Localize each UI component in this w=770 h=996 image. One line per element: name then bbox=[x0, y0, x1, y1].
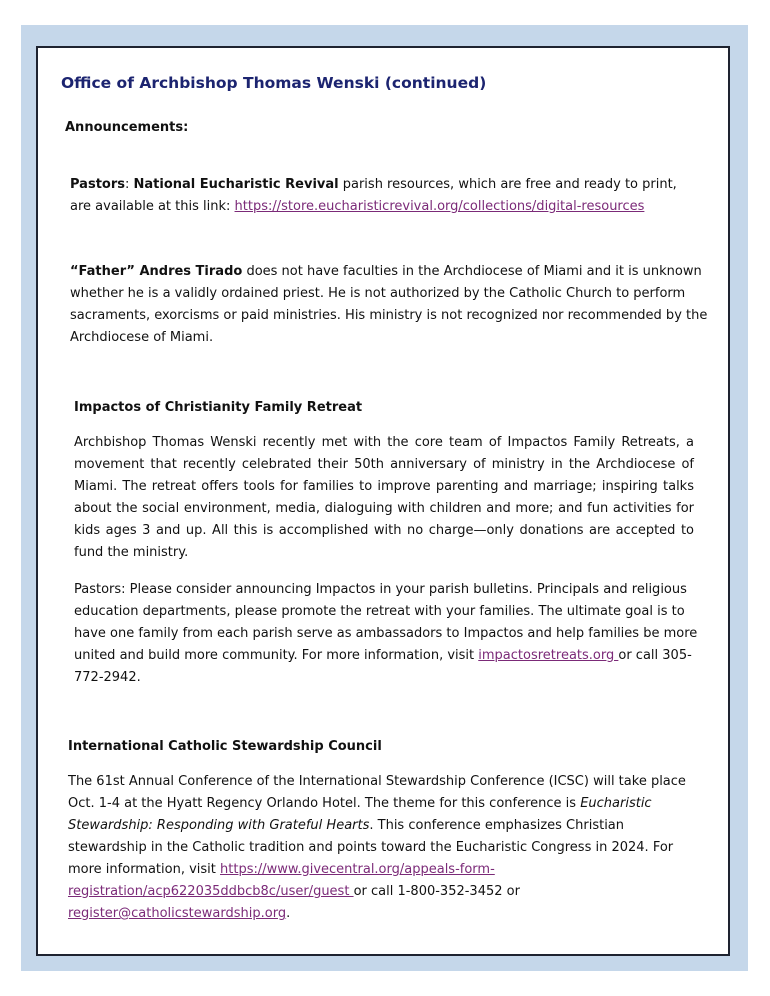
impactos-text-2: Pastors: Please consider announcing Impactos in your parish bulletins. Principals and religious education departments, please promote the retreat with your families. The ultimate goal is to have one family from each parish serve as ambassadors to Impactos and help families be more united and build more community. For more information, visit bbox=[74, 582, 698, 663]
icsc-text-3: or call 1-800-352-3452 or bbox=[353, 884, 520, 899]
icsc-text-1: The 61st Annual Conference of the International Stewardship Conference (ICSC) will take place Oct. 1-4 at the Hyatt Regency Orlando Hotel. The theme for this conference is bbox=[68, 774, 686, 811]
eucharistic-colon: : bbox=[124, 177, 134, 192]
impactos-link[interactable]: impactosretreats.org bbox=[478, 648, 619, 663]
icsc-theme: Eucharistic Stewardship: Responding with Grateful Hearts bbox=[68, 796, 652, 833]
impactos-paragraph-2 bbox=[74, 579, 699, 689]
eucharistic-revival-name: National Eucharistic Revival bbox=[133, 177, 339, 192]
eucharistic-text: parish resources, which are free and ready to print, are available at this link: bbox=[70, 177, 677, 214]
icsc-end: . bbox=[286, 906, 291, 921]
tirado-text: does not have faculties in the Archdiocese of Miami and it is unknown whether he is a validly ordained priest. He is not authorized by the Catholic Church to perform sacraments, exorcisms or paid ministries. His ministry is not recognized nor recommended by the Archdiocese of Miami. bbox=[70, 264, 708, 345]
icsc-heading: International Catholic Stewardship Council bbox=[68, 739, 382, 754]
icsc-email-link[interactable]: register@catholicstewardship.org bbox=[68, 906, 287, 921]
impactos-phone: or call 305-772-2942. bbox=[74, 648, 692, 685]
tirado-announcement bbox=[70, 261, 710, 349]
icsc-registration-link[interactable]: https://www.givecentral.org/appeals-form-registration/acp622035ddbcb8c/user/guest bbox=[68, 862, 495, 899]
page-content bbox=[36, 46, 730, 956]
office-title: Office of Archbishop Thomas Wenski (continued) bbox=[61, 74, 487, 92]
impactos-paragraph-1 bbox=[74, 432, 694, 564]
icsc-paragraph bbox=[68, 771, 700, 925]
eucharistic-revival-announcement bbox=[70, 174, 695, 218]
eucharistic-resources-link[interactable]: https://store.eucharisticrevival.org/collections/digital-resources bbox=[234, 199, 645, 214]
eucharistic-lead: Pastors bbox=[70, 177, 125, 192]
announcements-label: Announcements: bbox=[65, 120, 189, 135]
impactos-heading: Impactos of Christianity Family Retreat bbox=[74, 400, 363, 415]
impactos-text-1: Archbishop Thomas Wenski recently met with the core team of Impactos Family Retreats, a movement that recently celebrated their 50th anniversary of ministry in the Archdiocese of Miami. The retreat offers tools for families to improve parenting and marriage; inspiring talks about the social environment, media, dialoguing with children and more; and fun activities for kids ages 3 and up. All this is accomplished with no charge—only donations are accepted to fund the ministry. bbox=[74, 435, 694, 560]
icsc-text-2: . This conference emphasizes Christian stewardship in the Catholic tradition and points toward the Eucharistic Congress in 2024. For more information, visit bbox=[68, 818, 674, 877]
tirado-name: “Father” Andres Tirado bbox=[70, 264, 243, 279]
